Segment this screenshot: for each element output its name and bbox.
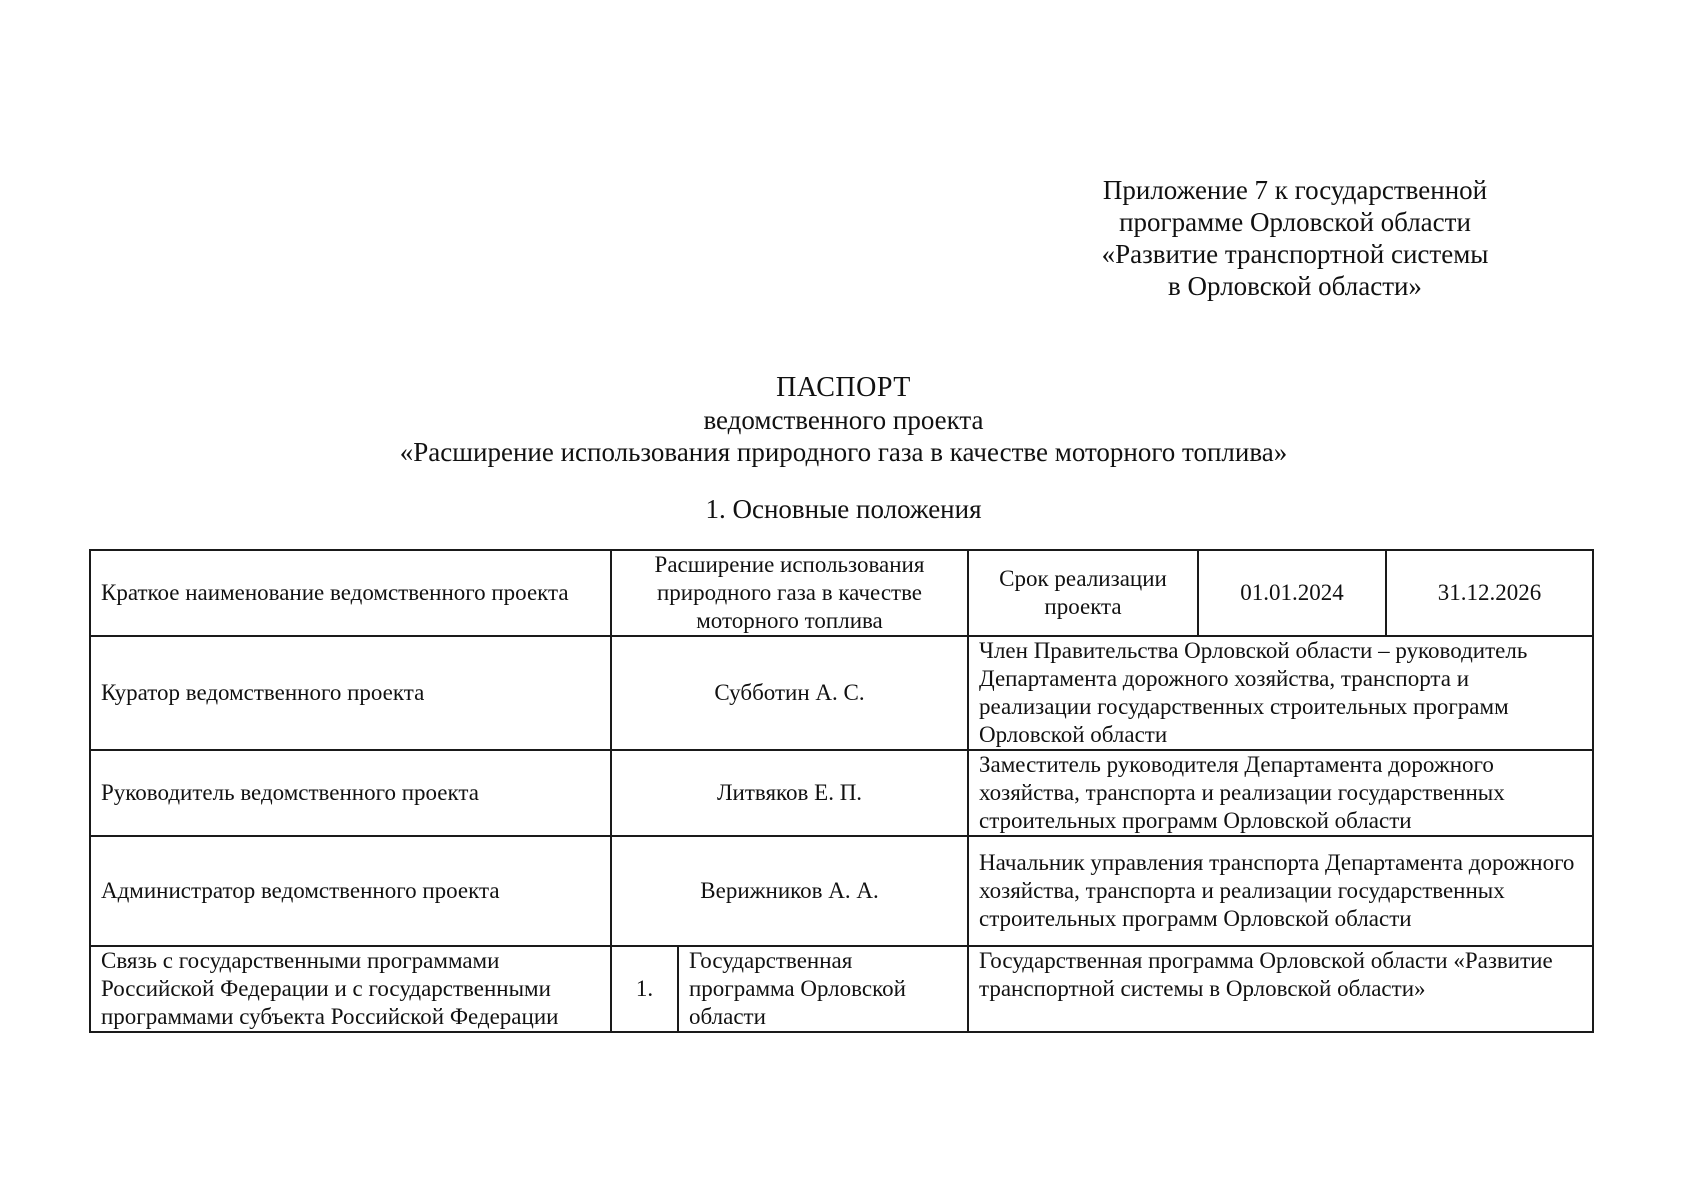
appendix-line-3: «Развитие транспортной системы	[1101, 239, 1489, 269]
head-position: Заместитель руководителя Департамента дорожного хозяйства, транспорта и реализации государственных строительных программ Орловской области	[968, 750, 1593, 836]
curator-label: Куратор ведомственного проекта	[90, 636, 611, 750]
table-row	[90, 636, 1593, 750]
curator-name: Субботин А. С.	[611, 636, 968, 750]
project-name: «Расширение использования природного газа в качестве моторного топлива»	[399, 437, 1288, 467]
table-row	[90, 836, 1593, 946]
links-program: Государственная программа Орловской области «Развитие транспортной системы в Орловской области»	[968, 946, 1593, 1032]
administrator-name: Верижников А. А.	[611, 836, 968, 946]
administrator-position: Начальник управления транспорта Департамента дорожного хозяйства, транспорта и реализации государственных строительных программ Орловской области	[968, 836, 1593, 946]
head-name: Литвяков Е. П.	[611, 750, 968, 836]
table-row	[90, 550, 1593, 636]
links-number: 1.	[611, 946, 678, 1032]
links-type: Государственная программа Орловской области	[678, 946, 968, 1032]
end-date: 31.12.2026	[1386, 550, 1593, 636]
short-name-value: Расширение использования природного газа в качестве моторного топлива	[611, 550, 968, 636]
table-row	[90, 946, 1593, 1032]
appendix-line-4: в Орловской области»	[1168, 271, 1422, 301]
appendix-note	[1060, 174, 1530, 302]
section-title: 1. Основные положения	[705, 494, 982, 524]
links-label: Связь с государственными программами Российской Федерации и с государственными программами субъекта Российской Федерации	[90, 946, 611, 1032]
passport-table	[89, 549, 1594, 1033]
document-subtitle: ведомственного проекта	[703, 405, 984, 435]
administrator-label: Администратор ведомственного проекта	[90, 836, 611, 946]
period-label: Срок реализации проекта	[968, 550, 1198, 636]
document-header	[0, 372, 1687, 468]
head-label: Руководитель ведомственного проекта	[90, 750, 611, 836]
start-date: 01.01.2024	[1198, 550, 1386, 636]
table-row	[90, 750, 1593, 836]
short-name-label: Краткое наименование ведомственного проекта	[90, 550, 611, 636]
document-title: ПАСПОРТ	[776, 372, 911, 403]
appendix-line-2: программе Орловской области	[1119, 207, 1471, 237]
curator-position: Член Правительства Орловской области – руководитель Департамента дорожного хозяйства, транспорта и реализации государственных строительных программ Орловской области	[968, 636, 1593, 750]
appendix-line-1: Приложение 7 к государственной	[1102, 175, 1488, 205]
